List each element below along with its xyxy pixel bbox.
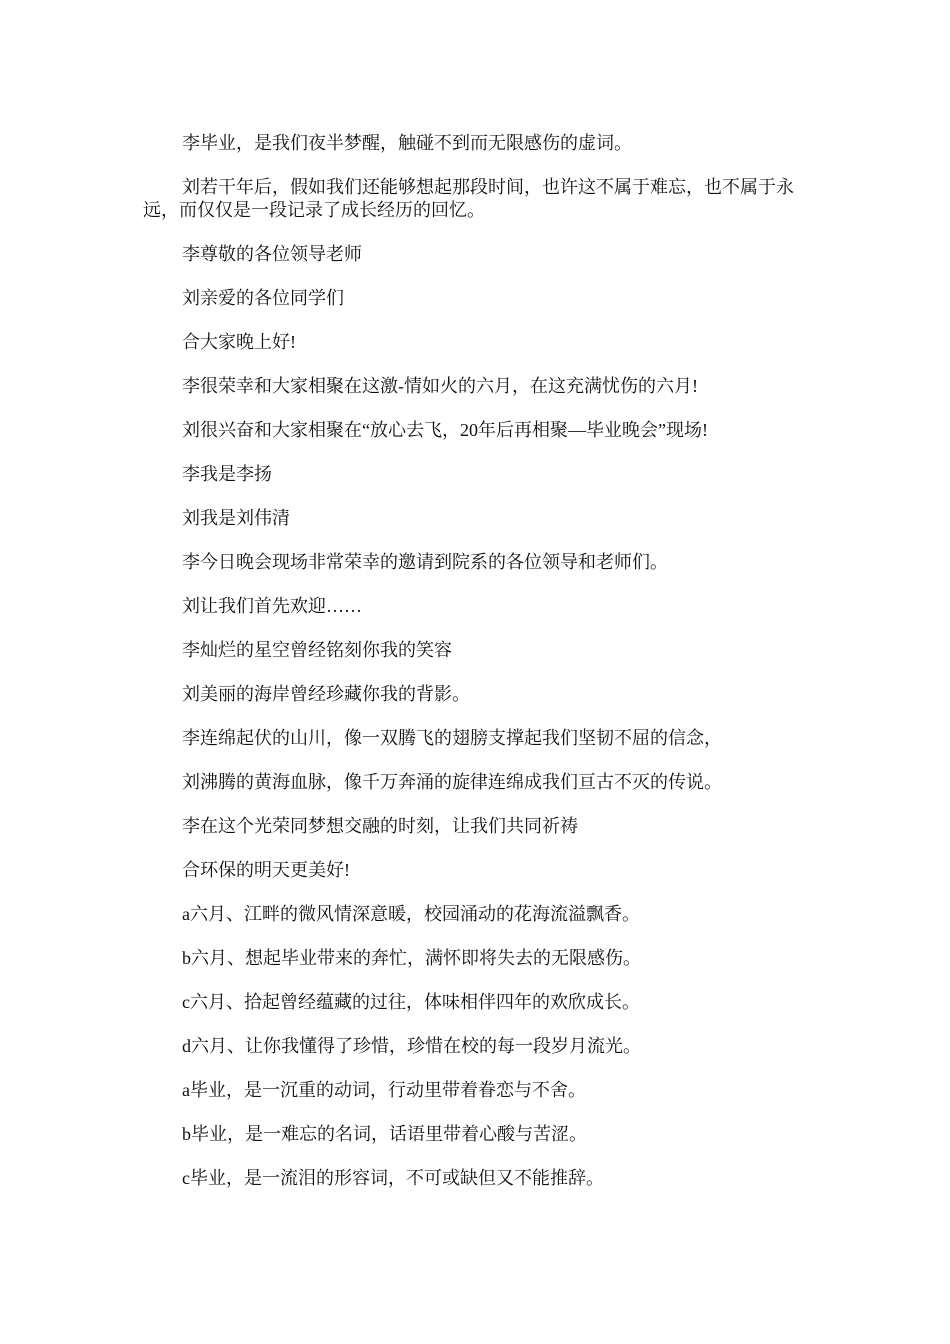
paragraph: 刘让我们首先欢迎…… <box>182 596 362 616</box>
paragraph: 李很荣幸和大家相聚在这激-情如火的六月，在这充满忧伤的六月! <box>182 376 698 396</box>
paragraph: 李我是李扬 <box>182 464 272 484</box>
paragraph: b六月、想起毕业带来的奔忙，满怀即将失去的无限感伤。 <box>182 948 641 968</box>
paragraph: 刘若干年后，假如我们还能够想起那段时间，也许这不属于难忘，也不属于永远，而仅仅是一段记录了成长经历的回忆。 <box>143 177 794 220</box>
paragraph: 刘沸腾的黄海血脉，像千万奔涌的旋律连绵成我们亘古不灭的传说。 <box>182 772 722 792</box>
paragraph: d六月、让你我懂得了珍惜，珍惜在校的每一段岁月流光。 <box>182 1036 641 1056</box>
paragraph: b毕业，是一难忘的名词，话语里带着心酸与苦涩。 <box>182 1124 587 1144</box>
paragraph: 刘美丽的海岸曾经珍藏你我的背影。 <box>182 684 470 704</box>
paragraph: a六月、江畔的微风情深意暖，校园涌动的花海流溢飘香。 <box>182 904 640 924</box>
paragraph: 李灿烂的星空曾经铭刻你我的笑容 <box>182 640 452 660</box>
paragraph: 李今日晚会现场非常荣幸的邀请到院系的各位领导和老师们。 <box>182 552 668 572</box>
document-body <box>143 132 803 1211</box>
paragraph: a毕业，是一沉重的动词，行动里带着眷恋与不舍。 <box>182 1080 586 1100</box>
paragraph: c毕业，是一流泪的形容词，不可或缺但又不能推辞。 <box>182 1168 604 1188</box>
paragraph: 李尊敬的各位领导老师 <box>182 244 362 264</box>
paragraph: 刘我是刘伟清 <box>182 508 290 528</box>
paragraph: 合环保的明天更美好! <box>182 860 350 880</box>
paragraph: 李在这个光荣同梦想交融的时刻，让我们共同祈祷 <box>182 816 578 836</box>
paragraph: 李连绵起伏的山川，像一双腾飞的翅膀支撑起我们坚韧不屈的信念， <box>182 728 722 748</box>
paragraph: 刘很兴奋和大家相聚在“放心去飞，20年后再相聚—毕业晚会”现场! <box>182 420 708 440</box>
paragraph: 合大家晚上好! <box>182 332 296 352</box>
paragraph: 刘亲爱的各位同学们 <box>182 288 344 308</box>
paragraph: c六月、拾起曾经蕴藏的过往，体味相伴四年的欢欣成长。 <box>182 992 640 1012</box>
paragraph: 李毕业，是我们夜半梦醒，触碰不到而无限感伤的虚词。 <box>182 133 632 153</box>
